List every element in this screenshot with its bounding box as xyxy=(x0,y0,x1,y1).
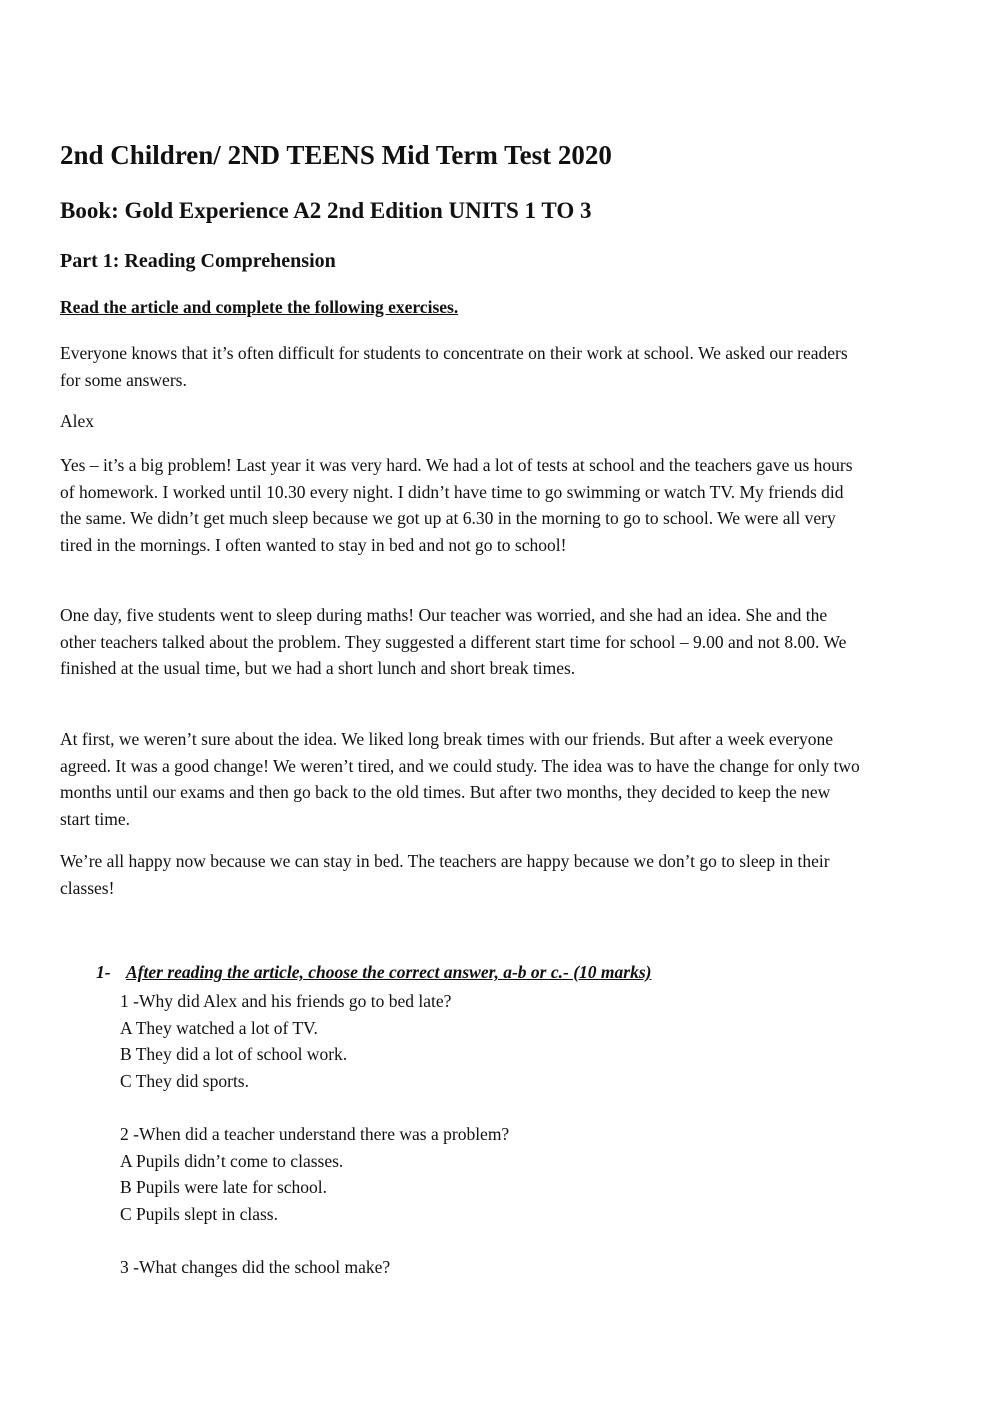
answer-option-b: B Pupils were late for school. xyxy=(120,1177,328,1198)
article-paragraph: We’re all happy now because we can stay in bed. The teachers are happy because we don’t go to sleep in their classes! xyxy=(60,851,830,898)
article-intro: Everyone knows that it’s often difficult for students to concentrate on their work at school. We asked our readers for some answers. xyxy=(60,343,848,390)
part-heading: Part 1: Reading Comprehension xyxy=(60,250,336,272)
article-paragraph: One day, five students went to sleep during maths! Our teacher was worried, and she had an idea. She and the other teachers talked about the problem. They suggested a different start time for school – 9.00 and not 8.00. We finished at the usual time, but we had a short lunch and short break times. xyxy=(60,605,847,679)
question-list xyxy=(120,988,509,1307)
question-prompt: 1 -Why did Alex and his friends go to bed late? xyxy=(120,991,452,1011)
book-subtitle: Book: Gold Experience A2 2nd Edition UNITS 1 TO 3 xyxy=(60,198,592,223)
answer-option-c: C They did sports. xyxy=(120,1070,249,1091)
question-prompt: 3 -What changes did the school make? xyxy=(120,1256,391,1277)
question-item xyxy=(120,1254,509,1281)
article-paragraph: At first, we weren’t sure about the idea. We liked long break times with our friends. But after a week everyone agreed. It was a good change! We weren’t tired, and we could study. The idea was to have the change for only two months until our exams and then go back to the old times. But after two months, they decided to keep the new start time. xyxy=(60,729,860,830)
question-item xyxy=(120,1121,509,1227)
answer-option-a: A Pupils didn’t come to classes. xyxy=(120,1150,344,1171)
instruction-text: Read the article and complete the following exercises. xyxy=(60,297,459,317)
test-title: 2nd Children/ 2ND TEENS Mid Term Test 2020 xyxy=(60,140,612,170)
article-author: Alex xyxy=(60,411,95,431)
exercise-heading xyxy=(96,962,651,983)
answer-option-a: A They watched a lot of TV. xyxy=(120,1017,318,1038)
question-item xyxy=(120,988,509,1094)
answer-option-c: C Pupils slept in class. xyxy=(120,1203,278,1224)
question-prompt: 2 -When did a teacher understand there was a problem? xyxy=(120,1123,510,1144)
exercise-number: 1- xyxy=(96,962,111,982)
answer-option-b: B They did a lot of school work. xyxy=(120,1044,348,1065)
exercise-heading-text: After reading the article, choose the correct answer, a-b or c.- (10 marks) xyxy=(126,962,652,982)
article-paragraph: Yes – it’s a big problem! Last year it was very hard. We had a lot of tests at school and the teachers gave us hours of homework. I worked until 10.30 every night. I didn’t have time to go swimming or watch TV. My friends did the same. We didn’t get much sleep because we got up at 6.30 in the morning to go to school. We were all very tired in the mornings. I often wanted to stay in bed and not go to school! xyxy=(60,455,853,556)
